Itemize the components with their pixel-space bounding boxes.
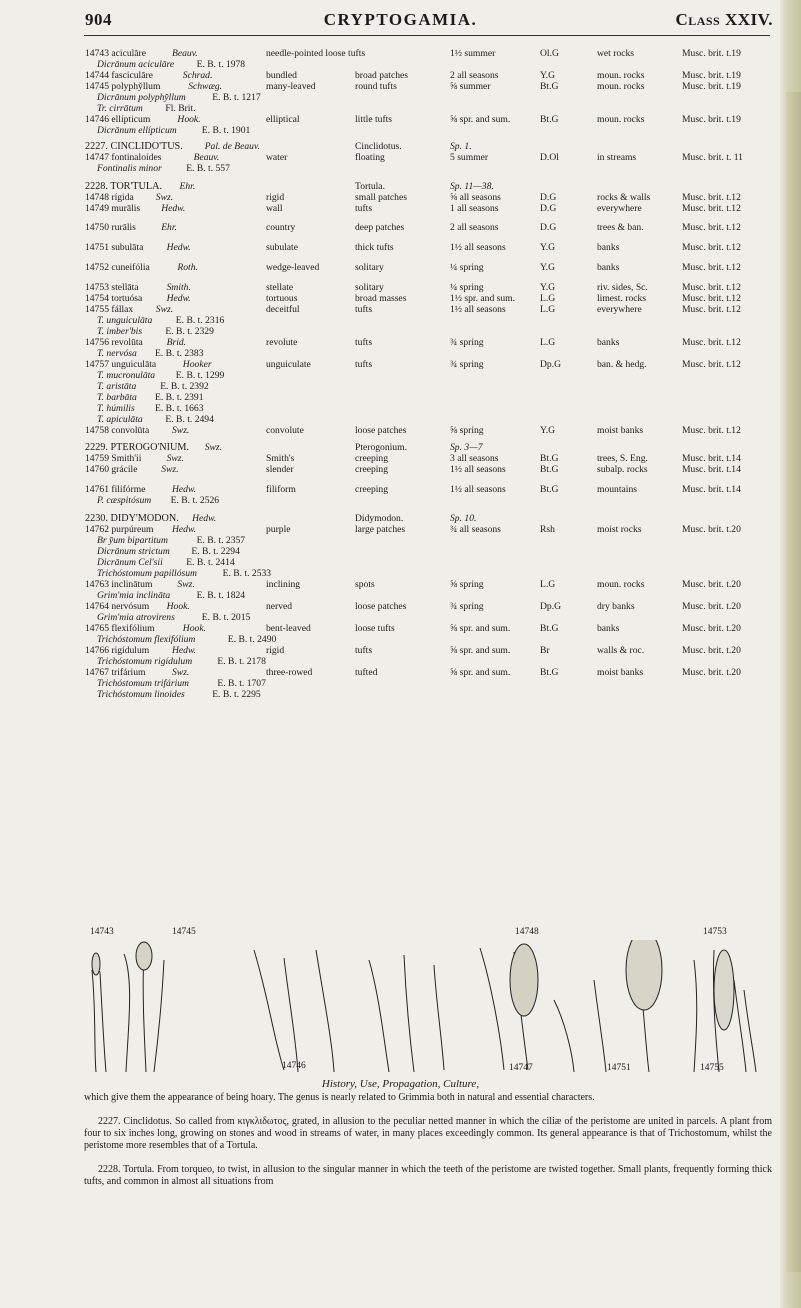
- figure-source: Musc. brit. t.20: [682, 601, 741, 612]
- synonym-name: T. apiculāta: [97, 414, 143, 425]
- habitat: in streams: [597, 152, 637, 163]
- species-authority: Ehr.: [161, 222, 177, 233]
- figure-source: Musc. brit. t.12: [682, 337, 741, 348]
- synonym-name: Grim'mia inclināta: [97, 590, 171, 601]
- country-soil: D.G: [540, 222, 557, 233]
- species-count: Sp. 3—7: [450, 442, 483, 453]
- species-name: 14765 flexifólium: [85, 623, 155, 634]
- species-authority: Swz.: [172, 667, 190, 678]
- habit: tufted: [355, 667, 378, 678]
- species-name: 14760 grácile: [85, 464, 138, 475]
- habitat: wet rocks: [597, 48, 635, 59]
- species-name: 14764 nervósum: [85, 601, 150, 612]
- species-authority: Hook.: [182, 623, 206, 634]
- habitat: moun. rocks: [597, 579, 645, 590]
- species-name: 14751 subulāta: [85, 242, 144, 253]
- synonym-name: Dicrānum strictum: [97, 546, 170, 557]
- height-flowering: ¾ spring: [450, 337, 484, 348]
- country-soil: Bt.G: [540, 81, 559, 92]
- habitat: banks: [597, 262, 620, 273]
- habit: solitary: [355, 262, 384, 273]
- english-name: bundled: [266, 70, 297, 81]
- height-flowering: 1½ all seasons: [450, 242, 506, 253]
- species-authority: Swz.: [155, 304, 174, 315]
- habit: deep patches: [355, 222, 405, 233]
- habitat: rocks & walls: [597, 192, 651, 203]
- habit: tufts: [355, 203, 373, 214]
- synonym-reference: E. B. t. 1707: [217, 678, 266, 689]
- figure-source: Musc. brit. t.12: [682, 262, 741, 273]
- habitat: ban. & hedg.: [597, 359, 647, 370]
- habitat: riv. sides, Sc.: [597, 282, 648, 293]
- habit: spots: [355, 579, 375, 590]
- figure-source: Musc. brit. t.12: [682, 203, 741, 214]
- height-flowering: 5 summer: [450, 152, 489, 163]
- habit: creeping: [355, 464, 389, 475]
- country-soil: Rsh: [540, 524, 555, 535]
- english-name: bent-leaved: [266, 623, 311, 634]
- synonym-name: Fontinalis minor: [97, 163, 162, 174]
- synonym-reference: E. B. t. 2316: [175, 315, 225, 326]
- habitat: moun. rocks: [597, 70, 645, 81]
- synonym-name: Dicrānum Cel'sii: [97, 557, 163, 568]
- habit: round tufts: [355, 81, 397, 92]
- synonym-name: Trichóstomum rigídulum: [97, 656, 193, 667]
- english-name: nerved: [266, 601, 293, 612]
- habit: small patches: [355, 192, 407, 203]
- section-caption: History, Use, Propagation, Culture,: [321, 1078, 480, 1090]
- habitat: subalp. rocks: [597, 464, 648, 475]
- figure-source: Musc. brit. t.12: [682, 282, 741, 293]
- synonym-reference: E. B. t. 2295: [212, 689, 261, 700]
- genus-english: Pterogonium.: [355, 442, 407, 453]
- country-soil: Y.G: [540, 242, 556, 253]
- habit: loose patches: [355, 425, 407, 436]
- country-soil: L.G: [540, 337, 556, 348]
- country-soil: Bt.G: [540, 114, 559, 125]
- synonym-reference: E. B. t. 2414: [186, 557, 235, 568]
- figure-label-14745: 14745: [172, 927, 196, 937]
- english-name: deceitful: [266, 304, 300, 315]
- synonym-reference: E. B. t. 2533: [222, 568, 272, 579]
- moss-drawing-14743: [92, 960, 106, 1072]
- habit: tufts: [355, 337, 373, 348]
- species-name: 14761 filifórme: [85, 484, 146, 495]
- english-name: slender: [266, 464, 294, 475]
- english-name: revolute: [266, 337, 298, 348]
- country-soil: Y.G: [540, 282, 556, 293]
- moss-drawing-14746: [254, 950, 334, 1072]
- species-name: 14757 unguiculāta: [85, 359, 157, 370]
- species-name: 14755 fállax: [85, 304, 134, 315]
- species-count: Sp. 1.: [450, 141, 472, 152]
- english-name: convolute: [266, 425, 304, 436]
- species-authority: Hedw.: [166, 293, 191, 304]
- habit: loose tufts: [355, 623, 395, 634]
- species-name: 14766 rigídulum: [85, 645, 150, 656]
- habitat: walls & roc.: [597, 645, 645, 656]
- figure-source: Musc. brit. t.12: [682, 222, 741, 233]
- country-soil: Ol.G: [540, 48, 559, 59]
- height-flowering: 1½ all seasons: [450, 484, 506, 495]
- synonym-reference: E. B. t. 2329: [165, 326, 214, 337]
- english-name: wedge-leaved: [266, 262, 320, 273]
- country-soil: Dp.G: [540, 359, 562, 370]
- species-name: 14759 Smith'ii: [85, 453, 142, 464]
- height-flowering: ⅝ spr. and sum.: [450, 623, 511, 634]
- synonym-reference: E. B. t. 1824: [196, 590, 246, 601]
- figure-source: Musc. brit. t.12: [682, 304, 741, 315]
- species-name: 14744 fasciculāre: [85, 70, 153, 81]
- genus-english: Cinclidotus.: [355, 141, 402, 152]
- habit: broad masses: [355, 293, 407, 304]
- height-flowering: ⅝ spring: [450, 579, 484, 590]
- species-authority: Hedw.: [172, 524, 197, 535]
- synonym-name: P. cæspitósum: [97, 495, 152, 506]
- habitat: moun. rocks: [597, 114, 645, 125]
- synonym-reference: E. B. t. 2178: [217, 656, 266, 667]
- species-name: 14748 rígida: [85, 192, 134, 203]
- synonym-reference: E. B. t. 2383: [155, 348, 204, 359]
- habitat: moist rocks: [597, 524, 642, 535]
- synonym-name: Br y̆um bipartitum: [97, 535, 168, 546]
- species-name: 14756 revolūta: [85, 337, 143, 348]
- synonym-reference: E. B. t. 2526: [170, 495, 220, 506]
- english-name: water: [266, 152, 288, 163]
- english-name: needle-pointed loose tufts: [266, 48, 366, 59]
- moss-drawing-14747: [369, 955, 444, 1072]
- species-authority: Hook.: [166, 601, 190, 612]
- running-title: CRYPTOGAMIA.: [323, 10, 478, 29]
- figure-source: Musc. brit. t.14: [682, 453, 741, 464]
- genus-authority: Swz.: [204, 442, 223, 453]
- species-authority: Schrad.: [182, 70, 213, 81]
- figure-label-14747: 14747: [509, 1063, 533, 1073]
- country-soil: L.G: [540, 304, 556, 315]
- species-authority: Smith.: [166, 282, 191, 293]
- figure-source: Musc. brit. t.19: [682, 70, 741, 81]
- english-name: subulate: [266, 242, 298, 253]
- species-authority: Hooker: [182, 359, 212, 370]
- english-name: wall: [266, 203, 283, 214]
- figure-source: Musc. brit. t.12: [682, 192, 741, 203]
- height-flowering: ¾ spring: [450, 359, 484, 370]
- synonym-reference: E. B. t. 2357: [196, 535, 246, 546]
- synonym-reference: E. B. t. 2392: [160, 381, 209, 392]
- synonym-reference: E. B. t. 1299: [175, 370, 225, 381]
- height-flowering: 1 all seasons: [450, 203, 499, 214]
- synonym-name: Dicrānum polyphy̆llum: [97, 92, 186, 103]
- habitat: banks: [597, 623, 620, 634]
- figure-source: Musc. brit. t.19: [682, 48, 741, 59]
- species-name: 14745 polyphy̆llum: [85, 81, 161, 92]
- country-soil: Bt.G: [540, 623, 559, 634]
- capsule-14743: [92, 953, 100, 975]
- figure-label-14755: 14755: [700, 1063, 724, 1073]
- country-soil: Bt.G: [540, 667, 559, 678]
- habitat: limest. rocks: [597, 293, 647, 304]
- figure-label-14748: 14748: [515, 927, 539, 937]
- habitat: mountains: [597, 484, 637, 495]
- height-flowering: 1½ spr. and sum.: [450, 293, 516, 304]
- synonym-name: T. nervósa: [97, 348, 137, 359]
- species-authority: Swz.: [177, 579, 195, 590]
- habit: large patches: [355, 524, 406, 535]
- species-name: 14746 ellípticum: [85, 114, 151, 125]
- class-label: Class XXIV.: [675, 10, 773, 29]
- country-soil: Br: [540, 645, 550, 656]
- habitat: dry banks: [597, 601, 635, 612]
- synonym-name: Trichóstomum papillósum: [97, 568, 197, 579]
- synonym-name: Trichóstomum trifárium: [97, 678, 189, 689]
- country-soil: Bt.G: [540, 453, 559, 464]
- species-authority: Brid.: [166, 337, 187, 348]
- figure-label-14753: 14753: [703, 927, 727, 937]
- height-flowering: 1½ all seasons: [450, 304, 506, 315]
- figure-source: Musc. brit. t.20: [682, 645, 741, 656]
- habit: thick tufts: [355, 242, 394, 253]
- habit: broad patches: [355, 70, 409, 81]
- synonym-reference: E. B. t. 1978: [196, 59, 246, 70]
- species-name: 14749 murālis: [85, 203, 141, 214]
- habitat: everywhere: [597, 304, 642, 315]
- species-authority: Swz.: [166, 453, 184, 464]
- height-flowering: ⅝ all seasons: [450, 192, 501, 203]
- figure-source: Musc. brit. t.14: [682, 484, 741, 495]
- species-authority: Hedw.: [161, 203, 186, 214]
- height-flowering: ⅝ spring: [450, 425, 484, 436]
- english-name: inclining: [266, 579, 301, 590]
- english-name: purple: [266, 524, 291, 535]
- habit: tufts: [355, 304, 373, 315]
- english-name: stellate: [266, 282, 294, 293]
- height-flowering: 2 all seasons: [450, 222, 499, 233]
- species-name: 14753 stellāta: [85, 282, 139, 293]
- english-name: elliptical: [266, 114, 300, 125]
- habitat: trees & ban.: [597, 222, 644, 233]
- figure-source: Musc. brit. t.20: [682, 623, 741, 634]
- english-name: rigid: [266, 645, 285, 656]
- genus-english: Tortula.: [355, 181, 385, 192]
- country-soil: D.Ol: [540, 152, 559, 163]
- synonym-name: T. húmilis: [97, 403, 135, 414]
- figure-source: Musc. brit. t.20: [682, 667, 741, 678]
- english-name: tortuous: [266, 293, 298, 304]
- synonym-name: T. unguiculāta: [97, 315, 153, 326]
- height-flowering: ⅝ spr. and sum.: [450, 114, 511, 125]
- height-flowering: ⅝ summer: [450, 81, 491, 92]
- synonym-name: Trichóstomum flexifólium: [97, 634, 196, 645]
- species-authority: Swz.: [161, 464, 179, 475]
- habitat: trees, S. Eng.: [597, 453, 648, 464]
- genus-heading: 2227. CINCLIDO'TUS.: [85, 141, 183, 152]
- synonym-name: Trichóstomum linoides: [97, 689, 185, 700]
- synonym-reference: E. B. t. 2015: [201, 612, 251, 623]
- country-soil: Y.G: [540, 425, 556, 436]
- habit: tufts: [355, 645, 373, 656]
- synonym-reference: E. B. t. 557: [186, 163, 230, 174]
- country-soil: D.G: [540, 203, 557, 214]
- species-count: Sp. 11—38.: [450, 181, 494, 192]
- species-name: 14752 cuneifólia: [85, 262, 150, 273]
- height-flowering: 3 all seasons: [450, 453, 499, 464]
- figure-source: Musc. brit. t. 11: [682, 152, 743, 163]
- country-soil: D.G: [540, 192, 557, 203]
- species-authority: Beauv.: [193, 152, 220, 163]
- country-soil: Bt.G: [540, 484, 559, 495]
- height-flowering: ¼ spring: [450, 282, 484, 293]
- habit: creeping: [355, 484, 389, 495]
- country-soil: L.G: [540, 293, 556, 304]
- english-name: Smith's: [266, 453, 295, 464]
- genus-heading: 2230. DIDY'MODON.: [85, 513, 179, 524]
- figure-source: Musc. brit. t.20: [682, 524, 741, 535]
- habitat: banks: [597, 337, 620, 348]
- habitat: everywhere: [597, 203, 642, 214]
- country-soil: Y.G: [540, 262, 556, 273]
- synonym-name: Dicrānum ellípticum: [97, 125, 177, 136]
- figure-source: Musc. brit. t.12: [682, 359, 741, 370]
- figure-label-14746: 14746: [282, 1061, 306, 1071]
- habit: floating: [355, 152, 385, 163]
- habit: little tufts: [355, 114, 393, 125]
- height-flowering: ¼ spring: [450, 262, 484, 273]
- synonym-name: T. barbāta: [97, 392, 137, 403]
- species-name: 14767 trifárium: [85, 667, 146, 678]
- paragraph-tortula: 2228. Tortula. From torqueo, to twist, in allusion to the singular manner in which the teeth of the peristome are twisted together. Small plants, frequently forming thick tufts, and common in almost all situations from: [84, 1164, 772, 1187]
- synonym-name: T. mucronulāta: [97, 370, 156, 381]
- synonym-name: Dicrānum aciculāre: [97, 59, 175, 70]
- genus-heading: 2229. PTEROGO'NIUM.: [85, 442, 189, 453]
- species-name: 14754 tortuósa: [85, 293, 143, 304]
- figure-source: Musc. brit. t.19: [682, 81, 741, 92]
- figure-source: Musc. brit. t.19: [682, 114, 741, 125]
- country-soil: L.G: [540, 579, 556, 590]
- species-name: 14758 convolūta: [85, 425, 150, 436]
- figure-source: Musc. brit. t.12: [682, 425, 741, 436]
- species-authority: Hedw.: [172, 484, 197, 495]
- height-flowering: ⅝ spr. and sum.: [450, 667, 511, 678]
- species-authority: Hedw.: [172, 645, 197, 656]
- habitat: banks: [597, 242, 620, 253]
- figure-label-14751: 14751: [607, 1063, 631, 1073]
- synonym-reference: E. B. t. 2494: [165, 414, 214, 425]
- country-soil: Y.G: [540, 70, 556, 81]
- synonym-name: T. aristāta: [97, 381, 137, 392]
- habitat: moun. rocks: [597, 81, 645, 92]
- synonym-reference: E. B. t. 1217: [212, 92, 261, 103]
- country-soil: Bt.G: [540, 464, 559, 475]
- species-authority: Hedw.: [166, 242, 191, 253]
- height-flowering: 1½ all seasons: [450, 464, 506, 475]
- species-count: Sp. 10.: [450, 513, 477, 524]
- genus-english: Didymodon.: [355, 513, 404, 524]
- species-name: 14763 inclinātum: [85, 579, 153, 590]
- synonym-name: Tr. cirrātum: [97, 103, 143, 114]
- species-name: 14747 fontinaloídes: [85, 152, 162, 163]
- synonym-reference: Fl. Brit.: [165, 103, 196, 114]
- country-soil: Dp.G: [540, 601, 562, 612]
- moss-drawing-14755: [744, 990, 756, 1072]
- species-authority: Schwæg.: [188, 81, 223, 92]
- english-name: many-leaved: [266, 81, 316, 92]
- genus-authority: Pal. de Beauv.: [204, 141, 260, 152]
- synonym-reference: E. B. t. 2391: [155, 392, 204, 403]
- species-authority: Swz.: [155, 192, 174, 203]
- species-authority: Hook.: [177, 114, 201, 125]
- species-name: 14762 purpúreum: [85, 524, 154, 535]
- figure-source: Musc. brit. t.20: [682, 579, 741, 590]
- species-name: 14750 rurālis: [85, 222, 136, 233]
- english-name: rigid: [266, 192, 285, 203]
- habitat: moist banks: [597, 425, 644, 436]
- synonym-name: Grim'mia atrovirens: [97, 612, 175, 623]
- figure-source: Musc. brit. t.12: [682, 242, 741, 253]
- figure-source: Musc. brit. t.14: [682, 464, 741, 475]
- species-authority: Swz.: [172, 425, 190, 436]
- english-name: three-rowed: [266, 667, 313, 678]
- genus-authority: Hedw.: [192, 513, 217, 524]
- paragraph-continuation: which give them the appearance of being hoary. The genus is nearly related to Grimmia both in natural and essential characters.: [84, 1092, 595, 1103]
- species-authority: Roth.: [177, 262, 198, 273]
- synonym-reference: E. B. t. 1663: [155, 403, 204, 414]
- header-rule: [84, 35, 770, 36]
- habit: loose patches: [355, 601, 407, 612]
- synonym-reference: E. B. t. 2294: [191, 546, 240, 557]
- genus-heading: 2228. TOR'TULA.: [85, 181, 163, 192]
- moss-illustrations: [84, 940, 774, 1075]
- habit: solitary: [355, 282, 384, 293]
- genus-authority: Ehr.: [179, 181, 196, 192]
- page-edge-fold: [786, 92, 801, 1272]
- synonym-name: T. imber'bis: [97, 326, 143, 337]
- synonym-reference: E. B. t. 2490: [227, 634, 277, 645]
- height-flowering: ⅝ spr. and sum.: [450, 645, 511, 656]
- english-name: filiform: [266, 484, 296, 495]
- paragraph-cinclidotus: 2227. Cinclidotus. So called from κιγκλιδωτος, grated, in allusion to the peculiar netted manner in which the ciliæ of the peristome are united in parcels. A plant from four to six inches long, growing on stones and wood in streams of water, in many places exceedingly common. Its general appearance is that of Trichostomum, whilst the peristome more resembles that of a Tortula.: [84, 1116, 772, 1151]
- english-name: country: [266, 222, 296, 233]
- species-name: 14743 aciculāre: [85, 48, 146, 59]
- habit: creeping: [355, 453, 389, 464]
- english-name: unguiculate: [266, 359, 311, 370]
- height-flowering: ¾ all seasons: [450, 524, 501, 535]
- habitat: moist banks: [597, 667, 644, 678]
- height-flowering: 2 all seasons: [450, 70, 499, 81]
- figure-source: Musc. brit. t.12: [682, 293, 741, 304]
- height-flowering: 1½ summer: [450, 48, 496, 59]
- page-number: 904: [85, 10, 112, 29]
- figure-label-14743: 14743: [90, 927, 114, 937]
- synonym-reference: E. B. t. 1901: [201, 125, 251, 136]
- habit: tufts: [355, 359, 373, 370]
- species-authority: Beauv.: [172, 48, 198, 59]
- height-flowering: ¾ spring: [450, 601, 484, 612]
